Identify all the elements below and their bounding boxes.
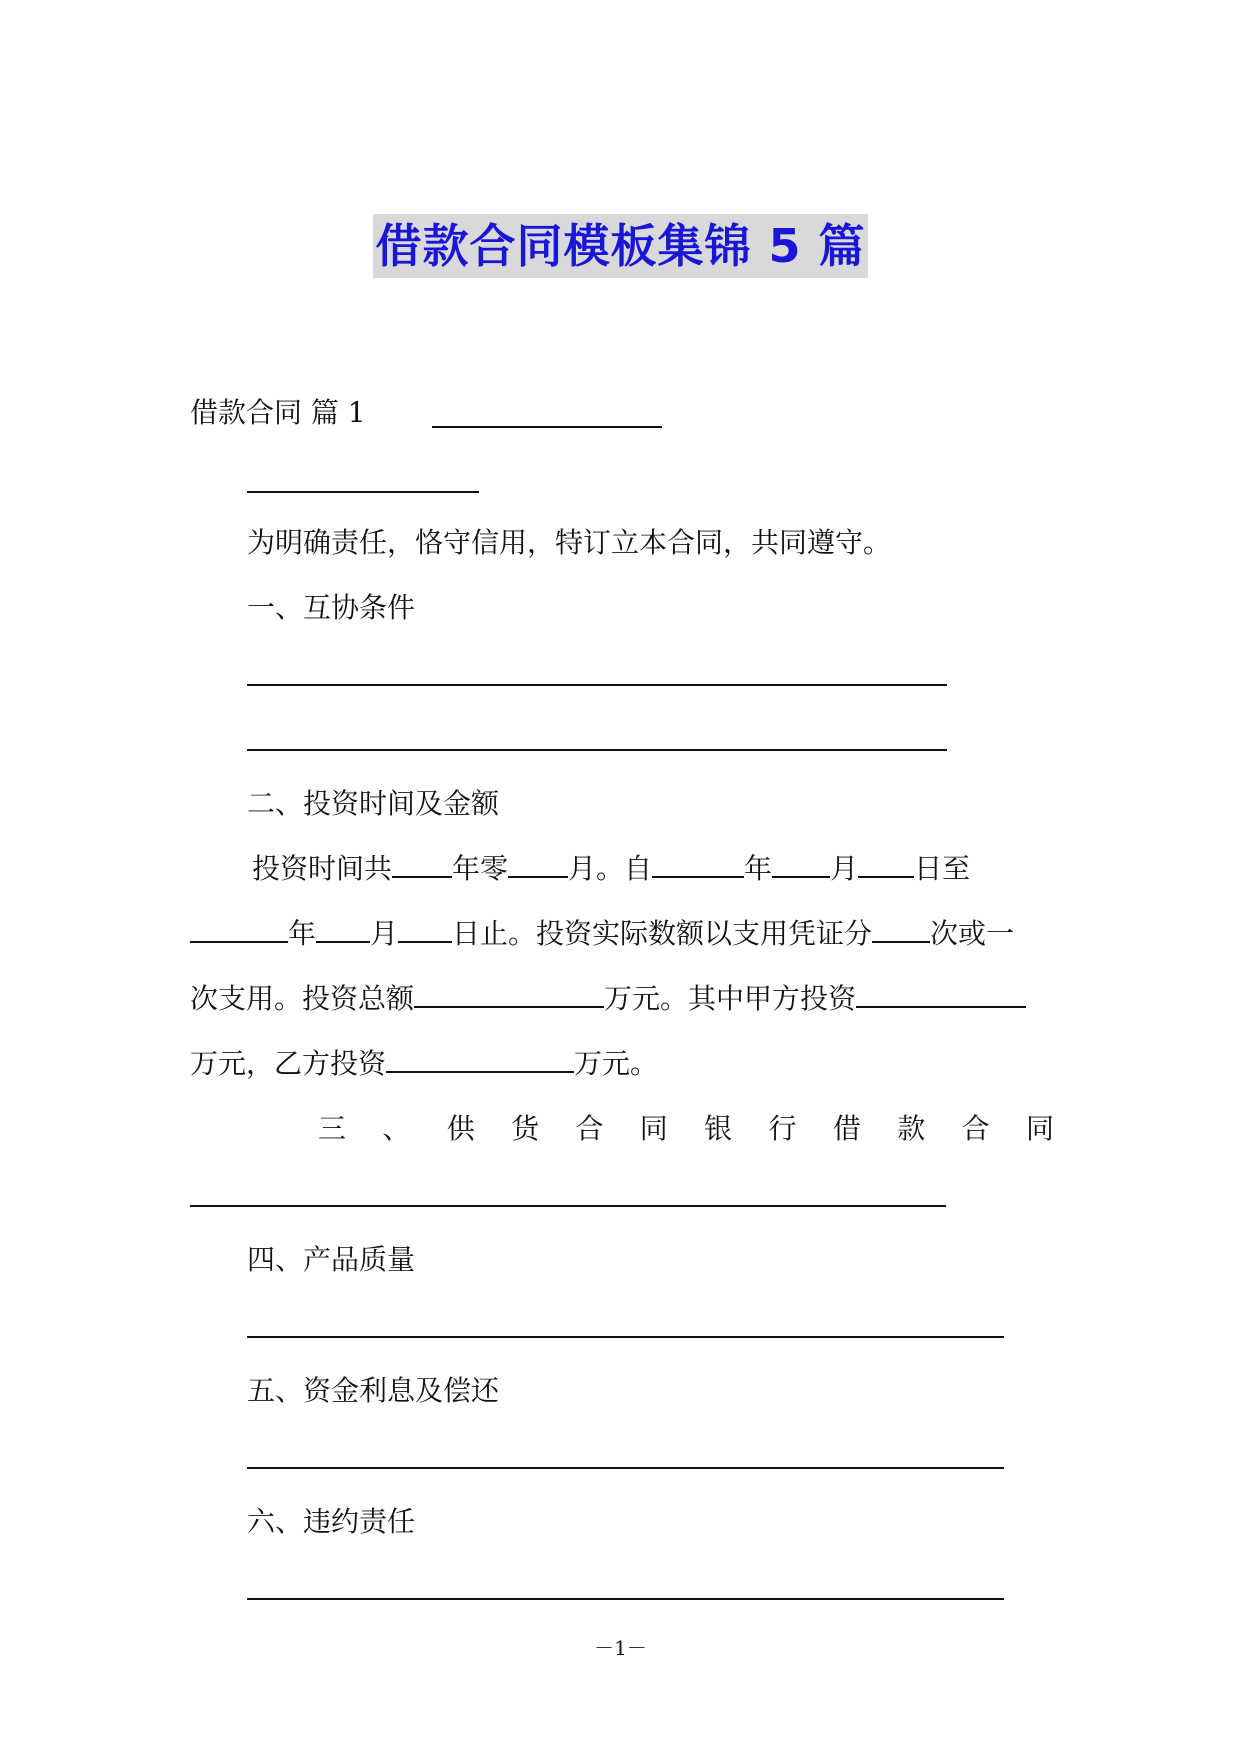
- fill-blank: [652, 850, 744, 878]
- section-3-char: 款: [897, 1112, 926, 1145]
- para-text: 月: [370, 917, 399, 950]
- para-text: 年零: [452, 852, 509, 885]
- para-text: 万元。其中甲方投资: [604, 982, 857, 1015]
- section-2-para-line-2: [190, 914, 1014, 954]
- section-3-char: 行: [768, 1112, 797, 1145]
- section-1-heading: 一、互协条件: [247, 591, 416, 624]
- fill-blank: [392, 850, 452, 878]
- section-2-para-line-1: [252, 849, 970, 889]
- fill-blank: [858, 850, 914, 878]
- section-3-char: 、: [382, 1112, 411, 1145]
- heading-blank-2: [247, 491, 479, 493]
- section-3-char: 供: [446, 1112, 475, 1145]
- section-3-char: 同: [1025, 1112, 1054, 1145]
- fill-blank: [772, 850, 830, 878]
- section-3-char: 借: [832, 1112, 861, 1145]
- heading-blank-1: [432, 426, 662, 428]
- fill-blank: [414, 980, 604, 1008]
- section-3-char: 合: [575, 1112, 604, 1145]
- fill-blank: [508, 850, 568, 878]
- section-1-blank-1: [247, 684, 947, 686]
- para-text: 万元，乙方投资: [190, 1047, 387, 1080]
- para-text: 年: [288, 917, 317, 950]
- section-6-blank: [247, 1598, 1004, 1600]
- section-5-heading: 五、资金利息及偿还: [247, 1374, 500, 1407]
- fill-blank: [386, 1045, 574, 1073]
- section-1-blank-2: [247, 749, 947, 751]
- para-text: 日至: [914, 852, 971, 885]
- fill-blank: [872, 915, 930, 943]
- intro-paragraph: 为明确责任，恪守信用，特订立本合同，共同遵守。: [247, 526, 892, 559]
- para-text: 月。自: [568, 852, 653, 885]
- section-3-blank: [190, 1205, 946, 1207]
- section-3-char: 同: [639, 1112, 668, 1145]
- section-5-blank: [247, 1467, 1004, 1469]
- title-container: [0, 214, 1241, 278]
- section-6-heading: 六、违约责任: [247, 1505, 416, 1538]
- section-2-para-line-3: [190, 979, 1026, 1019]
- section-3-char: 货: [511, 1112, 540, 1145]
- fill-blank: [190, 915, 288, 943]
- para-text: 日止。投资实际数额以支用凭证分: [452, 917, 873, 950]
- section-4-blank: [247, 1336, 1004, 1338]
- section-2-para-line-4: [190, 1044, 658, 1084]
- para-text: 年: [744, 852, 773, 885]
- fill-blank: [856, 980, 1026, 1008]
- section-3-char: 银: [704, 1112, 733, 1145]
- section-2-heading: 二、投资时间及金额: [247, 787, 500, 820]
- section-3-char: 合: [961, 1112, 990, 1145]
- para-text: 次支用。投资总额: [190, 982, 415, 1015]
- para-text: 投资时间共: [252, 852, 393, 885]
- para-text: 次或一: [930, 917, 1015, 950]
- fill-blank: [316, 915, 370, 943]
- section-3-char: 三: [318, 1112, 347, 1145]
- section-3-heading: [318, 1109, 1054, 1149]
- section-4-heading: 四、产品质量: [247, 1243, 416, 1276]
- document-title: 借款合同模板集锦 5 篇: [373, 214, 867, 278]
- contract-heading-label: 借款合同 篇 1: [190, 396, 366, 429]
- para-text: 万元。: [574, 1047, 659, 1080]
- page-number: －1－: [594, 1636, 647, 1660]
- contract-heading: [190, 393, 366, 433]
- para-text: 月: [830, 852, 859, 885]
- fill-blank: [398, 915, 452, 943]
